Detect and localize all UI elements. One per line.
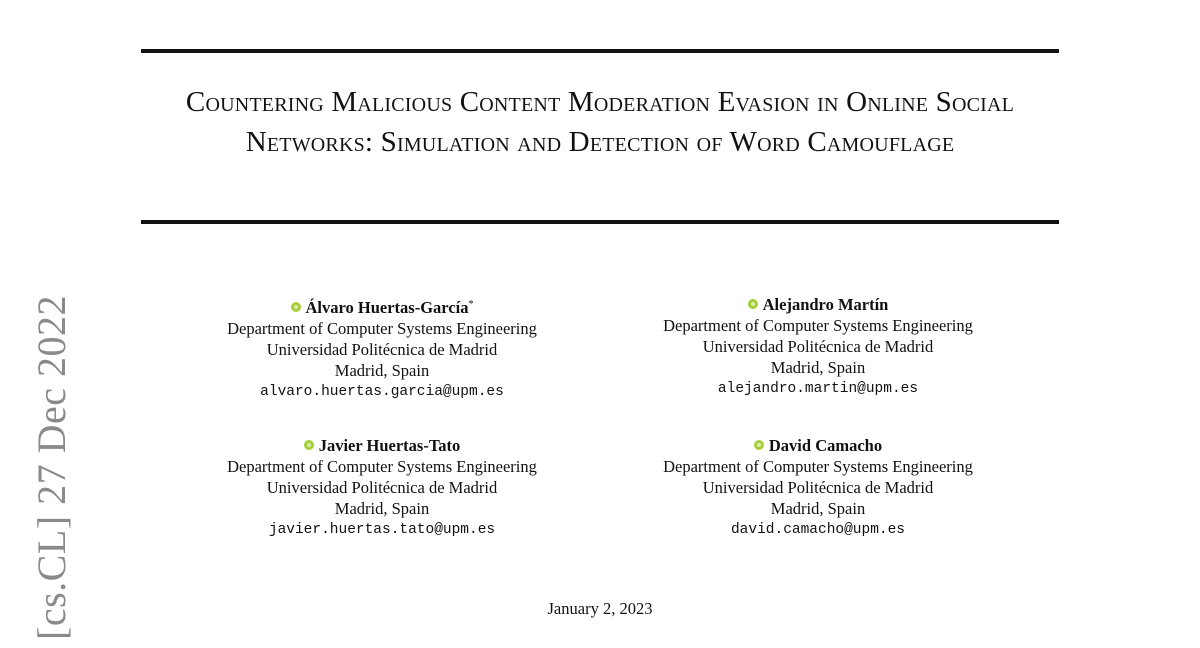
publication-date: January 2, 2023 (547, 599, 653, 618)
author-university: Universidad Politécnica de Madrid (266, 340, 498, 359)
orcid-icon[interactable] (754, 440, 764, 450)
arxiv-sidebar-stamp: [cs.CL] 27 Dec 2022 (29, 295, 74, 640)
title-bottom-rule (141, 220, 1059, 224)
author-university: Universidad Politécnica de Madrid (266, 478, 498, 497)
author-university: Universidad Politécnica de Madrid (702, 337, 934, 356)
paper-title: Countering Malicious Content Moderation Evasion in Online Social Networks: Simulation and Detection of Word Camouflage (185, 86, 1015, 158)
author-block-1 (162, 294, 602, 403)
author-location: Madrid, Spain (334, 499, 430, 518)
author-department: Department of Computer Systems Engineering (663, 316, 973, 335)
author-name: Álvaro Huertas-García (305, 298, 469, 317)
author-email[interactable]: david.camacho@upm.es (730, 522, 906, 538)
author-name: Alejandro Martín (762, 295, 889, 314)
orcid-icon[interactable] (291, 302, 301, 312)
author-block-3 (162, 435, 602, 541)
author-block-4 (598, 435, 1038, 541)
author-name-line (598, 435, 1038, 456)
author-department: Department of Computer Systems Engineering (227, 319, 537, 338)
author-name: David Camacho (768, 436, 883, 455)
author-university: Universidad Politécnica de Madrid (702, 478, 934, 497)
author-department: Department of Computer Systems Engineering (227, 457, 537, 476)
orcid-icon[interactable] (748, 299, 758, 309)
corresponding-author-mark: * (468, 299, 474, 310)
author-block-2 (598, 294, 1038, 400)
author-location: Madrid, Spain (770, 358, 866, 377)
author-name: Javier Huertas-Tato (318, 436, 461, 455)
author-location: Madrid, Spain (770, 499, 866, 518)
author-department: Department of Computer Systems Engineering (663, 457, 973, 476)
author-email[interactable]: alejandro.martin@upm.es (717, 381, 919, 397)
author-name-line (162, 294, 602, 318)
author-email[interactable]: javier.huertas.tato@upm.es (268, 522, 496, 538)
author-location: Madrid, Spain (334, 361, 430, 380)
author-email[interactable]: alvaro.huertas.garcia@upm.es (260, 384, 504, 400)
author-name-line (162, 435, 602, 456)
title-top-rule (141, 49, 1059, 53)
orcid-icon[interactable] (304, 440, 314, 450)
author-name-line (598, 294, 1038, 315)
